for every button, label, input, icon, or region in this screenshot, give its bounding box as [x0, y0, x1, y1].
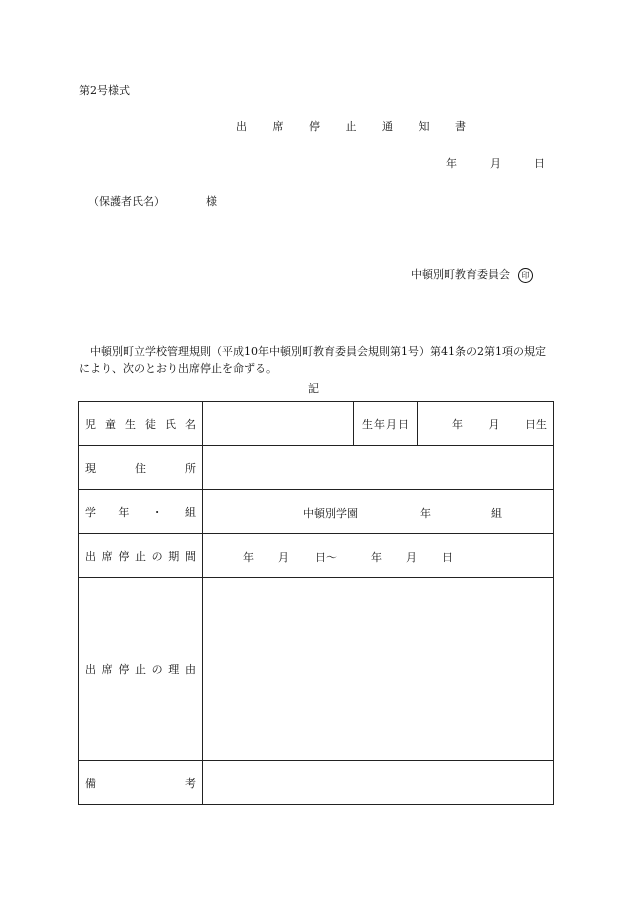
- school-name: 中頓別学園: [303, 506, 358, 520]
- row-remarks: [79, 761, 554, 805]
- to-day: 日: [442, 550, 453, 564]
- from-day: 日〜: [315, 550, 337, 564]
- grade-unit: 年: [420, 506, 431, 520]
- address-field[interactable]: [203, 446, 554, 490]
- form-number: 第2号様式: [79, 84, 130, 97]
- guardian-label: （保護者氏名）: [88, 195, 165, 208]
- suspension-reason-field[interactable]: [203, 578, 554, 761]
- seal-mark: 印: [518, 268, 533, 283]
- student-name-field[interactable]: [203, 402, 354, 446]
- label-address: 現 住 所: [79, 446, 203, 490]
- date-day: 日: [534, 157, 545, 170]
- row-student-name: [79, 402, 554, 446]
- row-address: [79, 446, 554, 490]
- label-suspension-reason: 出 席 停 止 の 理 由: [79, 578, 203, 761]
- ki-marker: 記: [308, 382, 319, 395]
- from-year: 年: [243, 550, 254, 564]
- date-year: 年: [446, 157, 457, 170]
- grade-class-field[interactable]: [203, 490, 554, 534]
- row-suspension-period: [79, 534, 554, 578]
- birth-month: 月: [488, 417, 500, 431]
- body-text: 中頓別町立学校管理規則（平成10年中頓別町教育委員会規則第1号）第41条の2第1項の規定により、次のとおり出席停止を命ずる。: [79, 345, 546, 375]
- issuer-line: [411, 266, 533, 283]
- document-title: 出 席 停 止 通 知 書: [236, 120, 477, 133]
- issuer-name: 中頓別町教育委員会: [411, 268, 510, 281]
- honorific: 様: [206, 195, 217, 208]
- birth-day: 日生: [525, 417, 547, 431]
- birthdate-field[interactable]: [418, 402, 554, 446]
- remarks-field[interactable]: [203, 761, 554, 805]
- to-month: 月: [406, 550, 417, 564]
- label-grade-class: 学 年 ・ 組: [79, 490, 203, 534]
- issue-date: [446, 155, 545, 171]
- label-suspension-period: 出 席 停 止 の 期 間: [79, 534, 203, 578]
- label-birthdate: 生 年 月 日: [354, 402, 418, 446]
- notice-form-table: [78, 401, 554, 805]
- row-grade-class: [79, 490, 554, 534]
- label-remarks: 備 考: [79, 761, 203, 805]
- label-student-name: 児 童 生 徒 氏 名: [79, 402, 203, 446]
- to-year: 年: [371, 550, 382, 564]
- row-suspension-reason: [79, 578, 554, 761]
- birth-year: 年: [452, 417, 463, 431]
- guardian-name-line: [88, 193, 217, 209]
- from-month: 月: [278, 550, 289, 564]
- date-month: 月: [490, 157, 501, 170]
- suspension-period-field[interactable]: [203, 534, 554, 578]
- class-unit: 組: [491, 506, 502, 520]
